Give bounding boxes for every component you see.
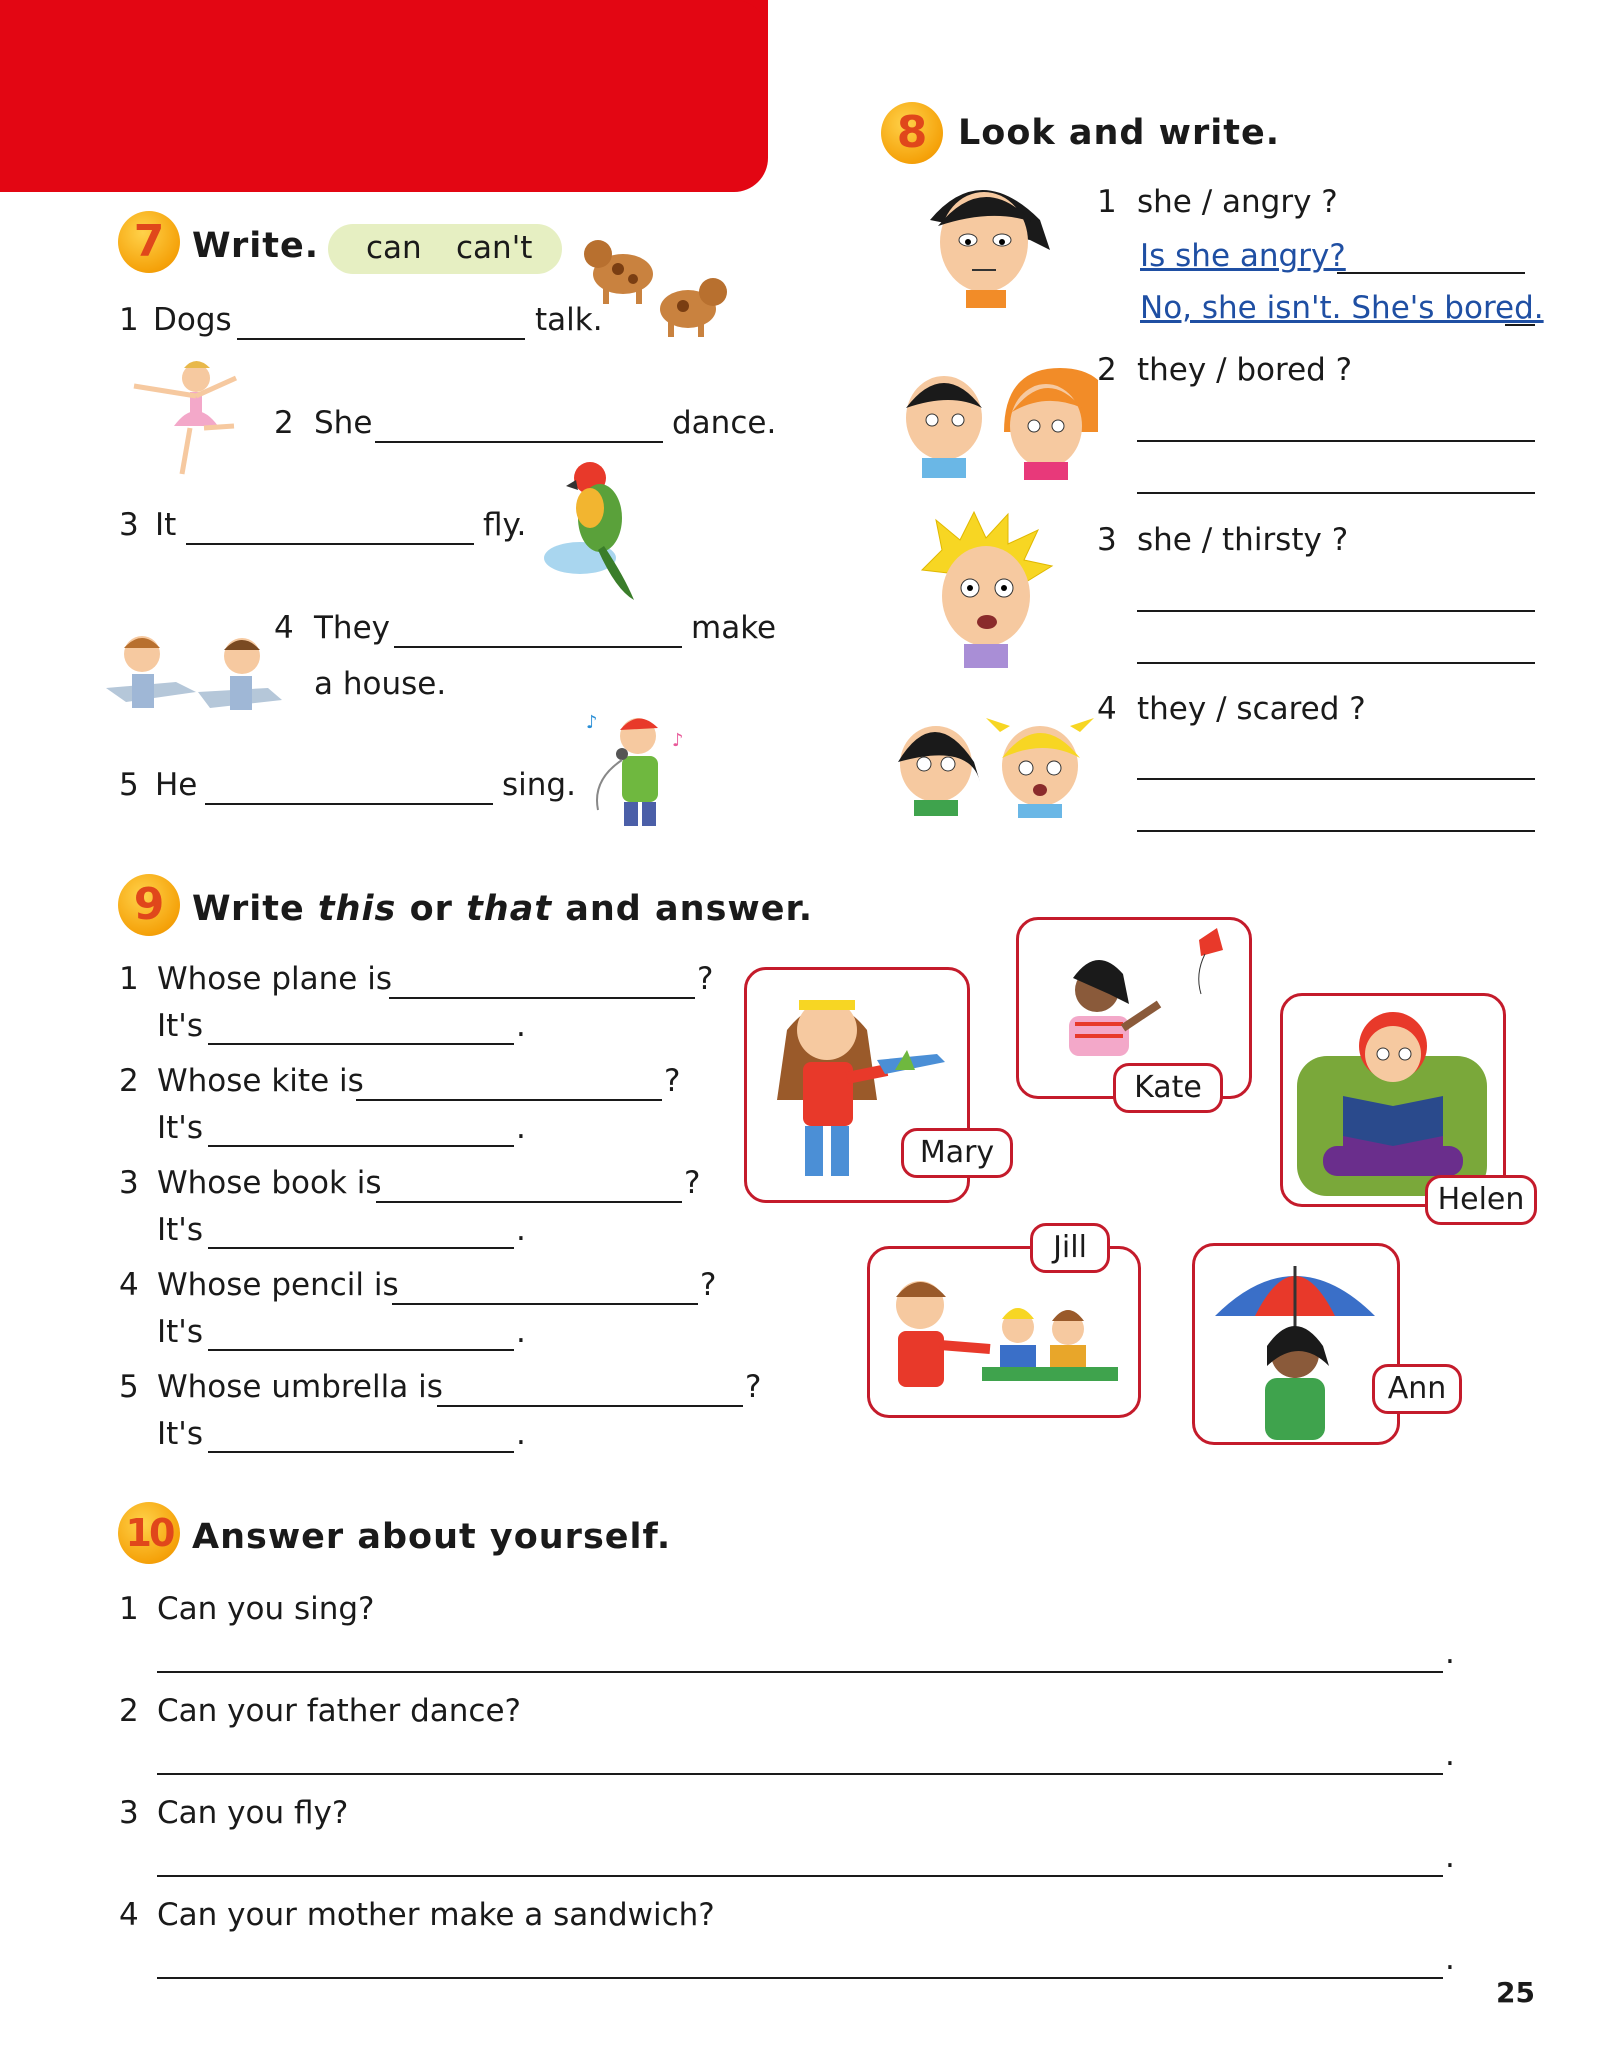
ex9-item-2-answer: It's bbox=[157, 1110, 203, 1146]
ex9-item-5-number: 5 bbox=[119, 1369, 139, 1405]
ex8-item-3-answer-line-1[interactable] bbox=[1137, 610, 1535, 612]
ex8-item-4-prompt: they / scared ? bbox=[1137, 691, 1366, 727]
ex8-item-1-number: 1 bbox=[1097, 184, 1117, 220]
ex9-item-5-question: Whose umbrella is bbox=[157, 1369, 443, 1405]
ex8-item-3-prompt: she / thirsty ? bbox=[1137, 522, 1349, 558]
ex9-item-5-question-blank[interactable] bbox=[437, 1405, 743, 1407]
exercise-9-title-write: Write bbox=[192, 889, 305, 929]
ex9-item-1-answer: It's bbox=[157, 1008, 203, 1044]
ex7-item-2-number: 2 bbox=[274, 405, 294, 441]
ex9-item-4-answer-end: . bbox=[516, 1314, 526, 1350]
ex7-item-4-before: They bbox=[314, 610, 391, 646]
svg-text:♪: ♪ bbox=[672, 730, 684, 751]
ex10-item-1-answer-line[interactable] bbox=[157, 1671, 1443, 1673]
ex8-item-4-number: 4 bbox=[1097, 691, 1117, 727]
ex9-item-4-question: Whose pencil is bbox=[157, 1267, 399, 1303]
ex9-item-3-question-end: ? bbox=[684, 1165, 701, 1201]
ex10-item-1-end: . bbox=[1445, 1635, 1455, 1671]
ex9-item-4-answer-blank[interactable] bbox=[208, 1349, 514, 1351]
name-tag-mary: Mary bbox=[901, 1128, 1013, 1178]
ex8-item-2-prompt: they / bored ? bbox=[1137, 352, 1353, 388]
exercise-9-title-this: this bbox=[317, 889, 397, 929]
ex8-item-1-prompt: she / angry ? bbox=[1137, 184, 1338, 220]
exercise-9-title-answer: and answer. bbox=[565, 889, 814, 929]
ex10-item-2-end: . bbox=[1445, 1737, 1455, 1773]
ex8-item-3-answer-line-2[interactable] bbox=[1137, 662, 1535, 664]
ann-picture-frame bbox=[1192, 1243, 1400, 1445]
ex9-item-2-question-end: ? bbox=[664, 1063, 681, 1099]
ex9-item-1-question-end: ? bbox=[697, 961, 714, 997]
ex9-item-4-question-blank[interactable] bbox=[392, 1303, 698, 1305]
bored-pair-faces bbox=[896, 362, 1098, 480]
word-can: can bbox=[366, 230, 422, 266]
ex7-item-4-blank[interactable] bbox=[394, 646, 682, 648]
exercise-8-title: Look and write. bbox=[958, 113, 1280, 153]
exercise-9-title-that: that bbox=[466, 889, 553, 929]
word-box bbox=[328, 224, 562, 274]
ex9-item-2-question-blank[interactable] bbox=[356, 1099, 662, 1101]
bored-girl-face bbox=[910, 170, 1056, 310]
ex7-item-4-continued: a house. bbox=[314, 666, 447, 702]
boy-pointing-at-jill-illustration bbox=[870, 1249, 1138, 1415]
ex8-item-2-answer-line-2[interactable] bbox=[1137, 492, 1535, 494]
ex9-item-1-answer-blank[interactable] bbox=[208, 1043, 514, 1045]
ex10-item-1-number: 1 bbox=[119, 1591, 139, 1627]
ex8-item-3-number: 3 bbox=[1097, 522, 1117, 558]
name-tag-helen: Helen bbox=[1425, 1175, 1537, 1225]
ex8-item-2-number: 2 bbox=[1097, 352, 1117, 388]
ex7-item-3-before: It bbox=[155, 507, 177, 543]
ex10-item-3-number: 3 bbox=[119, 1795, 139, 1831]
ex7-item-1-before: Dogs bbox=[153, 302, 232, 338]
ex9-item-2-number: 2 bbox=[119, 1063, 139, 1099]
ex7-item-2-before: She bbox=[314, 405, 373, 441]
ex7-item-1-after: talk. bbox=[535, 302, 603, 338]
ex7-item-1-number: 1 bbox=[119, 302, 139, 338]
svg-text:♪: ♪ bbox=[586, 712, 598, 733]
ex9-item-3-question-blank[interactable] bbox=[376, 1201, 682, 1203]
ex7-item-3-number: 3 bbox=[119, 507, 139, 543]
ex10-item-4-question: Can your mother make a sandwich? bbox=[157, 1897, 715, 1933]
ex8-item-4-answer-line-1[interactable] bbox=[1137, 778, 1535, 780]
ex10-item-3-answer-line[interactable] bbox=[157, 1875, 1443, 1877]
exercise-10-number: 10 bbox=[118, 1502, 180, 1564]
ex8-item-1-line-1 bbox=[1337, 272, 1525, 274]
ex7-item-5-before: He bbox=[155, 767, 198, 803]
ex9-item-3-answer: It's bbox=[157, 1212, 203, 1248]
thirsty-girl-face bbox=[912, 510, 1058, 670]
kids-planes-illustration bbox=[102, 626, 284, 726]
ex8-item-2-answer-line-1[interactable] bbox=[1137, 440, 1535, 442]
helen-reading-book-illustration bbox=[1283, 996, 1503, 1204]
name-tag-jill: Jill bbox=[1030, 1223, 1110, 1273]
ex8-item-1-answer-reply: No, she isn't. She's bored. bbox=[1140, 290, 1544, 326]
ex9-item-2-answer-blank[interactable] bbox=[208, 1145, 514, 1147]
ex9-item-3-question: Whose book is bbox=[157, 1165, 382, 1201]
ex7-item-4-number: 4 bbox=[274, 610, 294, 646]
ex7-item-5-blank[interactable] bbox=[205, 803, 493, 805]
ann-with-umbrella-illustration bbox=[1195, 1246, 1397, 1442]
ex9-item-5-question-end: ? bbox=[745, 1369, 762, 1405]
ex10-item-3-question: Can you fly? bbox=[157, 1795, 349, 1831]
exercise-10-title: Answer about yourself. bbox=[192, 1517, 672, 1557]
exercise-9-title bbox=[192, 889, 813, 929]
ex7-item-5-after: sing. bbox=[502, 767, 576, 803]
ex10-item-2-answer-line[interactable] bbox=[157, 1773, 1443, 1775]
name-tag-kate: Kate bbox=[1113, 1063, 1223, 1113]
ex10-item-4-end: . bbox=[1445, 1941, 1455, 1977]
ex9-item-4-question-end: ? bbox=[700, 1267, 717, 1303]
exercise-9-number: 9 bbox=[118, 874, 180, 936]
ex8-item-1-answer-question: Is she angry? bbox=[1140, 238, 1346, 274]
ex9-item-4-number: 4 bbox=[119, 1267, 139, 1303]
name-tag-ann: Ann bbox=[1372, 1364, 1462, 1414]
ex9-item-5-answer-end: . bbox=[516, 1416, 526, 1452]
exercise-9-title-or: or bbox=[409, 889, 453, 929]
ex8-item-4-answer-line-2[interactable] bbox=[1137, 830, 1535, 832]
scared-pair-faces bbox=[884, 712, 1102, 818]
singer-illustration bbox=[576, 706, 688, 830]
exercise-7-title: Write. bbox=[192, 226, 320, 266]
ex10-item-2-number: 2 bbox=[119, 1693, 139, 1729]
ex7-item-4-after: make bbox=[691, 610, 777, 646]
ex10-item-1-question: Can you sing? bbox=[157, 1591, 375, 1627]
ex9-item-1-question-blank[interactable] bbox=[389, 997, 695, 999]
ex9-item-4-answer: It's bbox=[157, 1314, 203, 1350]
ex10-item-2-question: Can your father dance? bbox=[157, 1693, 521, 1729]
ex9-item-3-number: 3 bbox=[119, 1165, 139, 1201]
ex7-item-1-blank[interactable] bbox=[237, 338, 525, 340]
ex7-item-2-blank[interactable] bbox=[375, 441, 663, 443]
ex9-item-5-answer-blank[interactable] bbox=[208, 1451, 514, 1453]
parrot-illustration bbox=[540, 458, 650, 604]
ex9-item-2-question: Whose kite is bbox=[157, 1063, 364, 1099]
ex7-item-3-blank[interactable] bbox=[186, 543, 474, 545]
ex8-item-1-line-2 bbox=[1505, 324, 1535, 326]
ex9-item-5-answer: It's bbox=[157, 1416, 203, 1452]
ex7-item-5-number: 5 bbox=[119, 767, 139, 803]
ex9-item-2-answer-end: . bbox=[516, 1110, 526, 1146]
ex9-item-1-question: Whose plane is bbox=[157, 961, 392, 997]
header-red-tab bbox=[0, 0, 768, 192]
ballerina-illustration bbox=[124, 356, 246, 484]
ex10-item-4-answer-line[interactable] bbox=[157, 1977, 1443, 1979]
exercise-7-number: 7 bbox=[118, 211, 180, 273]
ex10-item-4-number: 4 bbox=[119, 1897, 139, 1933]
word-cant: can't bbox=[456, 230, 533, 266]
ex9-item-3-answer-blank[interactable] bbox=[208, 1247, 514, 1249]
ex9-item-3-answer-end: . bbox=[516, 1212, 526, 1248]
exercise-8-number: 8 bbox=[881, 102, 943, 164]
ex9-item-1-answer-end: . bbox=[516, 1008, 526, 1044]
page-number: 25 bbox=[1496, 1976, 1535, 2009]
ex7-item-3-after: fly. bbox=[483, 507, 527, 543]
ex10-item-3-end: . bbox=[1445, 1839, 1455, 1875]
ex9-item-1-number: 1 bbox=[119, 961, 139, 997]
ex7-item-2-after: dance. bbox=[672, 405, 777, 441]
